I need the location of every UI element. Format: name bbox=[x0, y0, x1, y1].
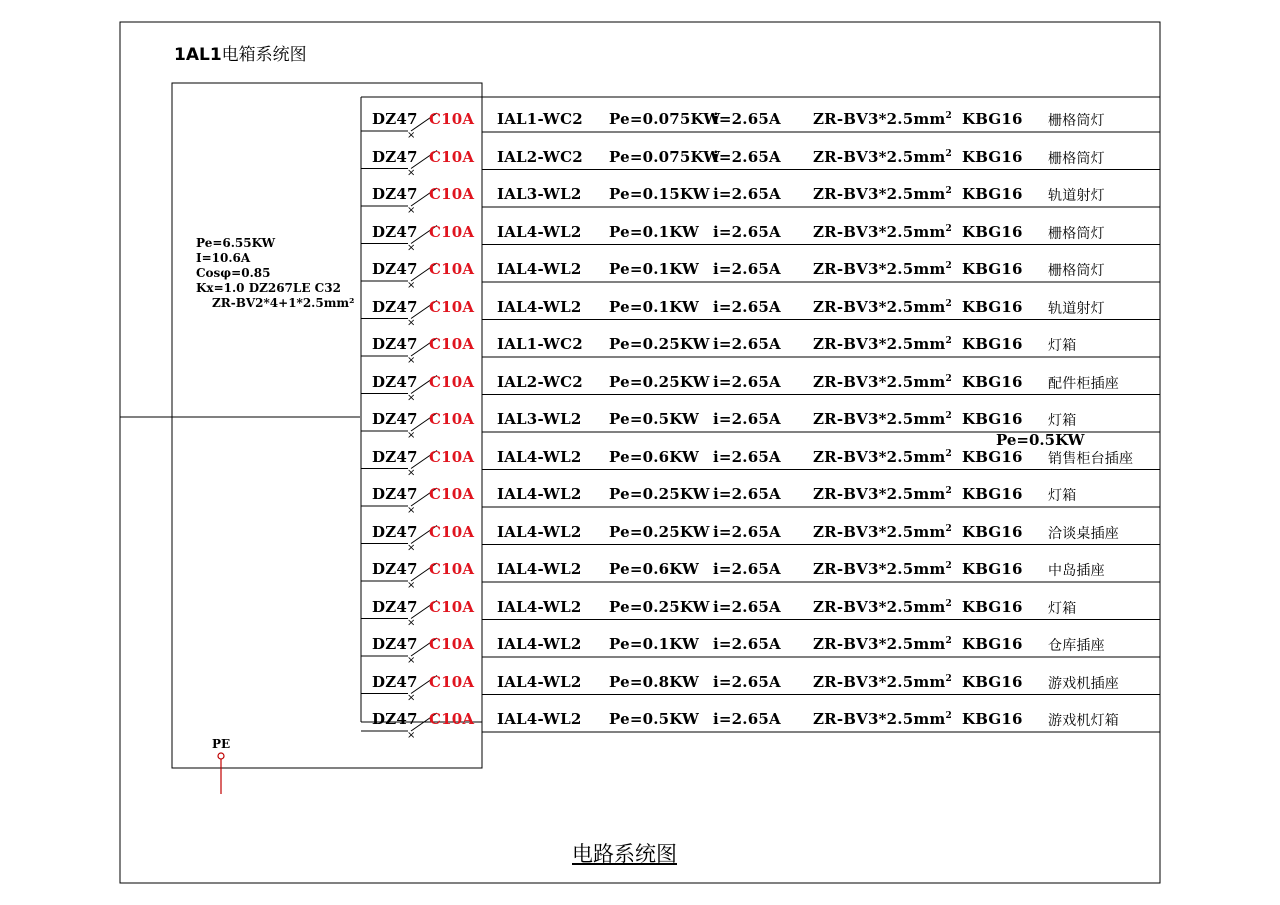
circuit-current: i=2.65A bbox=[713, 335, 781, 353]
circuit-row bbox=[0, 710, 1280, 740]
breaker-cross-mark: × bbox=[407, 167, 416, 179]
breaker-model: DZ47 bbox=[372, 485, 418, 503]
circuit-cable bbox=[813, 560, 952, 578]
circuit-power: Pe=0.25KW bbox=[609, 597, 710, 616]
circuit-current: i=2.65A bbox=[713, 447, 781, 466]
circuit-id: IAL4-WL2 bbox=[497, 485, 582, 503]
circuit-load: 灯箱 bbox=[1048, 488, 1077, 504]
circuit-current: i=2.65A bbox=[713, 147, 781, 166]
circuit-current: i=2.65A bbox=[713, 222, 781, 241]
circuit-conduit: KBG16 bbox=[962, 297, 1023, 316]
breaker-cross-mark: × bbox=[407, 505, 416, 516]
circuit-load: 灯箱 bbox=[1048, 600, 1077, 617]
breaker-cross-mark: × bbox=[407, 692, 416, 704]
cable-superscript: 2 bbox=[945, 598, 952, 609]
cable-superscript: 2 bbox=[945, 336, 952, 346]
cable-spec: ZR-BV3*2.5mm bbox=[813, 447, 946, 466]
breaker-model: DZ47 bbox=[372, 672, 418, 691]
circuit-current: i=2.65A bbox=[713, 597, 781, 616]
main-kx-model: Kx=1.0 DZ267LE C32 bbox=[196, 281, 341, 295]
circuit-power: Pe=0.15KW bbox=[609, 185, 710, 203]
circuit-load: 配件柜插座 bbox=[1048, 375, 1119, 392]
circuit-power: Pe=0.8KW bbox=[609, 672, 700, 691]
circuit-power: Pe=0.1KW bbox=[609, 260, 700, 278]
circuit-power: Pe=0.6KW bbox=[609, 447, 700, 466]
box-title-text: 电箱系统图 bbox=[221, 45, 307, 65]
circuit-load: 游戏机灯箱 bbox=[1048, 713, 1119, 729]
cable-spec: ZR-BV3*2.5mm bbox=[813, 635, 946, 653]
breaker-rating: C10A bbox=[429, 597, 475, 616]
cable-spec: ZR-BV3*2.5mm bbox=[813, 410, 946, 428]
circuit-row bbox=[0, 260, 1280, 290]
circuit-load: 栅格筒灯 bbox=[1048, 113, 1105, 129]
breaker-rating: C10A bbox=[429, 260, 475, 278]
circuit-id: IAL4-WL2 bbox=[497, 597, 582, 616]
breaker-rating: C10A bbox=[429, 335, 475, 353]
circuit-row bbox=[0, 373, 1280, 403]
circuit-id: IAL3-WL2 bbox=[497, 410, 582, 428]
circuit-power: Pe=0.25KW bbox=[609, 372, 710, 391]
circuit-row bbox=[0, 410, 1280, 440]
circuit-id: IAL4-WL2 bbox=[497, 635, 582, 653]
circuit-conduit: KBG16 bbox=[962, 635, 1023, 653]
breaker-rating: C10A bbox=[429, 485, 475, 503]
circuit-conduit: KBG16 bbox=[962, 222, 1023, 241]
circuit-load: 栅格筒灯 bbox=[1048, 263, 1105, 279]
breaker-rating: C10A bbox=[429, 522, 475, 541]
breaker-rating: C10A bbox=[429, 222, 475, 241]
circuit-id: IAL2-WC2 bbox=[497, 147, 583, 166]
breaker-rating: C10A bbox=[429, 560, 475, 578]
circuit-power: Pe=0.075KW bbox=[609, 110, 721, 128]
cable-superscript: 2 bbox=[945, 223, 952, 234]
breaker-model: DZ47 bbox=[372, 447, 418, 466]
circuit-current: i=2.65A bbox=[713, 110, 781, 128]
circuit-current: i=2.65A bbox=[713, 560, 781, 578]
cable-superscript: 2 bbox=[945, 411, 952, 421]
circuit-power: Pe=0.1KW bbox=[609, 297, 700, 316]
circuit-row bbox=[0, 448, 1280, 478]
circuit-cable bbox=[813, 410, 952, 428]
box-title bbox=[174, 40, 307, 65]
circuit-current: i=2.65A bbox=[713, 710, 781, 728]
circuit-load: 洽谈桌插座 bbox=[1048, 525, 1119, 542]
circuit-conduit: KBG16 bbox=[962, 110, 1023, 128]
breaker-cross-mark: × bbox=[407, 392, 416, 404]
breaker-rating: C10A bbox=[429, 372, 475, 391]
circuit-row bbox=[0, 335, 1280, 365]
circuit-id: IAL4-WL2 bbox=[497, 447, 582, 466]
circuit-current: i=2.65A bbox=[713, 635, 781, 653]
circuit-power: Pe=0.25KW bbox=[609, 485, 710, 503]
circuit-load: 灯箱 bbox=[1048, 338, 1077, 354]
cable-superscript: 2 bbox=[945, 561, 952, 571]
breaker-model: DZ47 bbox=[372, 335, 418, 353]
breaker-cross-mark: × bbox=[407, 730, 416, 741]
circuit-conduit: KBG16 bbox=[962, 185, 1023, 203]
breaker-rating: C10A bbox=[429, 672, 475, 691]
breaker-cross-mark: × bbox=[407, 467, 416, 479]
breaker-rating: C10A bbox=[429, 410, 475, 428]
cable-spec: ZR-BV3*2.5mm bbox=[813, 297, 946, 316]
circuit-conduit: KBG16 bbox=[962, 372, 1023, 391]
breaker-model: DZ47 bbox=[372, 260, 418, 278]
cable-spec: ZR-BV3*2.5mm bbox=[813, 597, 946, 616]
circuit-cable bbox=[813, 710, 952, 728]
circuit-cable bbox=[813, 148, 952, 166]
circuit-cable bbox=[813, 260, 952, 278]
breaker-rating: C10A bbox=[429, 710, 475, 728]
breaker-cross-mark: × bbox=[407, 280, 416, 291]
circuit-cable bbox=[813, 485, 952, 503]
breaker-rating: C10A bbox=[429, 185, 475, 203]
cable-spec: ZR-BV3*2.5mm bbox=[813, 260, 946, 278]
circuit-cable bbox=[813, 598, 952, 616]
breaker-cross-mark: × bbox=[407, 542, 416, 554]
cable-spec: ZR-BV3*2.5mm bbox=[813, 335, 946, 353]
cable-superscript: 2 bbox=[945, 523, 952, 534]
breaker-rating: C10A bbox=[429, 297, 475, 316]
circuit-row bbox=[0, 635, 1280, 665]
circuit-id: IAL4-WL2 bbox=[497, 710, 582, 728]
breaker-cross-mark: × bbox=[407, 205, 416, 216]
circuit-conduit: KBG16 bbox=[962, 260, 1023, 278]
circuit-row bbox=[0, 110, 1280, 140]
diagram-title: 电路系统图 bbox=[572, 842, 677, 866]
circuit-id: IAL4-WL2 bbox=[497, 260, 582, 278]
circuit-id: IAL4-WL2 bbox=[497, 522, 582, 541]
breaker-model: DZ47 bbox=[372, 297, 418, 316]
circuit-power: Pe=0.1KW bbox=[609, 222, 700, 241]
circuit-conduit: KBG16 bbox=[962, 335, 1023, 353]
breaker-model: DZ47 bbox=[372, 110, 418, 128]
cable-spec: ZR-BV3*2.5mm bbox=[813, 522, 946, 541]
cable-spec: ZR-BV3*2.5mm bbox=[813, 185, 946, 203]
cable-spec: ZR-BV3*2.5mm bbox=[813, 147, 946, 166]
cable-spec: ZR-BV3*2.5mm bbox=[813, 372, 946, 391]
circuit-row bbox=[0, 673, 1280, 703]
breaker-cross-mark: × bbox=[407, 317, 416, 329]
breaker-cross-mark: × bbox=[407, 242, 416, 254]
breaker-model: DZ47 bbox=[372, 710, 418, 728]
cable-superscript: 2 bbox=[945, 148, 952, 159]
circuit-current: i=2.65A bbox=[713, 522, 781, 541]
circuit-cable bbox=[813, 223, 952, 241]
cable-superscript: 2 bbox=[945, 636, 952, 646]
circuit-conduit: KBG16 bbox=[962, 560, 1023, 578]
circuit-conduit: KBG16 bbox=[962, 597, 1023, 616]
circuit-row bbox=[0, 560, 1280, 590]
cable-superscript: 2 bbox=[945, 711, 952, 721]
circuit-power: Pe=0.5KW bbox=[609, 410, 700, 428]
breaker-cross-mark: × bbox=[407, 430, 416, 441]
breaker-model: DZ47 bbox=[372, 185, 418, 203]
circuit-cable bbox=[813, 110, 952, 128]
circuit-row bbox=[0, 185, 1280, 215]
circuit-id: IAL1-WC2 bbox=[497, 335, 583, 353]
circuit-cable bbox=[813, 335, 952, 353]
circuit-cable bbox=[813, 635, 952, 653]
circuit-conduit: KBG16 bbox=[962, 447, 1023, 466]
main-power-factor: Cosφ=0.85 bbox=[196, 266, 271, 280]
breaker-model: DZ47 bbox=[372, 597, 418, 616]
circuit-conduit: KBG16 bbox=[962, 410, 1023, 428]
circuit-cable bbox=[813, 523, 952, 541]
breaker-model: DZ47 bbox=[372, 635, 418, 653]
main-pe: Pe=6.55KW bbox=[196, 236, 276, 250]
breaker-model: DZ47 bbox=[372, 147, 418, 166]
circuit-power: Pe=0.1KW bbox=[609, 635, 700, 653]
circuit-current: i=2.65A bbox=[713, 297, 781, 316]
cable-spec: ZR-BV3*2.5mm bbox=[813, 222, 946, 241]
circuit-id: IAL4-WL2 bbox=[497, 560, 582, 578]
circuit-current: i=2.65A bbox=[713, 185, 781, 203]
breaker-cross-mark: × bbox=[407, 580, 416, 591]
circuit-conduit: KBG16 bbox=[962, 522, 1023, 541]
cable-spec: ZR-BV3*2.5mm bbox=[813, 560, 946, 578]
circuit-row bbox=[0, 298, 1280, 328]
breaker-cross-mark: × bbox=[407, 617, 416, 629]
breaker-rating: C10A bbox=[429, 635, 475, 653]
circuit-cable bbox=[813, 373, 952, 391]
circuit-row bbox=[0, 485, 1280, 515]
cable-superscript: 2 bbox=[945, 298, 952, 309]
circuit-cable bbox=[813, 448, 952, 466]
circuit-load: 轨道射灯 bbox=[1048, 300, 1105, 317]
circuit-load: 销售柜台插座 bbox=[1048, 450, 1134, 467]
box-code: 1AL1 bbox=[174, 45, 222, 65]
circuit-id: IAL3-WL2 bbox=[497, 185, 582, 203]
breaker-cross-mark: × bbox=[407, 355, 416, 366]
cable-superscript: 2 bbox=[945, 186, 952, 196]
cable-spec: ZR-BV3*2.5mm bbox=[813, 485, 946, 503]
pe-terminal-label: PE bbox=[212, 737, 231, 751]
breaker-rating: C10A bbox=[429, 110, 475, 128]
circuit-conduit: KBG16 bbox=[962, 710, 1023, 728]
overlay-note: Pe=0.5KW bbox=[996, 431, 1085, 449]
circuit-id: IAL4-WL2 bbox=[497, 222, 582, 241]
circuit-load: 栅格筒灯 bbox=[1048, 225, 1105, 242]
cable-superscript: 2 bbox=[945, 486, 952, 496]
circuit-row bbox=[0, 598, 1280, 628]
circuit-load: 中岛插座 bbox=[1048, 563, 1105, 579]
circuit-power: Pe=0.25KW bbox=[609, 335, 710, 353]
main-cable: ZR-BV2*4+1*2.5mm² bbox=[212, 296, 355, 310]
breaker-model: DZ47 bbox=[372, 522, 418, 541]
circuit-cable bbox=[813, 673, 952, 691]
circuit-row bbox=[0, 223, 1280, 253]
circuit-current: i=2.65A bbox=[713, 260, 781, 278]
breaker-cross-mark: × bbox=[407, 655, 416, 666]
circuit-conduit: KBG16 bbox=[962, 672, 1023, 691]
circuit-load: 栅格筒灯 bbox=[1048, 150, 1105, 167]
circuit-load: 仓库插座 bbox=[1048, 638, 1105, 654]
cable-spec: ZR-BV3*2.5mm bbox=[813, 672, 946, 691]
breaker-model: DZ47 bbox=[372, 222, 418, 241]
circuit-power: Pe=0.25KW bbox=[609, 522, 710, 541]
cable-spec: ZR-BV3*2.5mm bbox=[813, 710, 946, 728]
circuit-current: i=2.65A bbox=[713, 410, 781, 428]
circuit-conduit: KBG16 bbox=[962, 147, 1023, 166]
breaker-model: DZ47 bbox=[372, 560, 418, 578]
circuit-current: i=2.65A bbox=[713, 672, 781, 691]
circuit-id: IAL2-WC2 bbox=[497, 372, 583, 391]
circuit-id: IAL4-WL2 bbox=[497, 297, 582, 316]
circuit-id: IAL1-WC2 bbox=[497, 110, 583, 128]
circuit-id: IAL4-WL2 bbox=[497, 672, 582, 691]
circuit-power: Pe=0.075KW bbox=[609, 147, 721, 166]
cable-superscript: 2 bbox=[945, 673, 952, 684]
breaker-cross-mark: × bbox=[407, 130, 416, 141]
breaker-rating: C10A bbox=[429, 447, 475, 466]
circuit-current: i=2.65A bbox=[713, 372, 781, 391]
cable-superscript: 2 bbox=[945, 261, 952, 271]
breaker-model: DZ47 bbox=[372, 372, 418, 391]
breaker-rating: C10A bbox=[429, 147, 475, 166]
circuit-load: 游戏机插座 bbox=[1048, 675, 1119, 692]
circuit-current: i=2.65A bbox=[713, 485, 781, 503]
circuit-cable bbox=[813, 185, 952, 203]
circuit-row bbox=[0, 523, 1280, 553]
circuit-row bbox=[0, 148, 1280, 178]
main-current: I=10.6A bbox=[196, 251, 251, 265]
circuit-cable bbox=[813, 298, 952, 316]
circuit-load: 轨道射灯 bbox=[1048, 188, 1105, 204]
cable-superscript: 2 bbox=[945, 373, 952, 384]
cable-spec: ZR-BV3*2.5mm bbox=[813, 110, 946, 128]
cable-superscript: 2 bbox=[945, 111, 952, 121]
breaker-model: DZ47 bbox=[372, 410, 418, 428]
circuit-power: Pe=0.5KW bbox=[609, 710, 700, 728]
circuit-conduit: KBG16 bbox=[962, 485, 1023, 503]
circuit-load: 灯箱 bbox=[1048, 413, 1077, 429]
pe-terminal bbox=[218, 753, 224, 759]
cable-superscript: 2 bbox=[945, 448, 952, 459]
circuit-power: Pe=0.6KW bbox=[609, 560, 700, 578]
